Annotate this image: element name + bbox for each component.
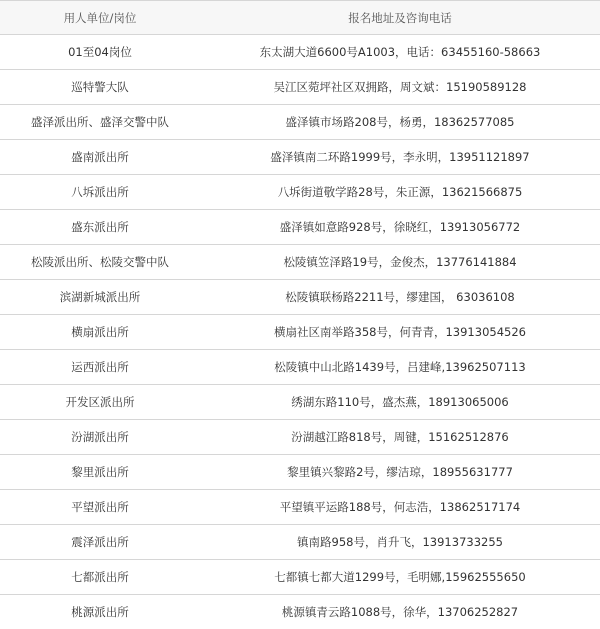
unit-cell: 滨湖新城派出所: [0, 280, 200, 315]
table-row: [0, 560, 600, 595]
unit-cell: 平望派出所: [0, 490, 200, 525]
unit-cell: 巡特警大队: [0, 70, 200, 105]
column-header-unit: 用人单位/岗位: [0, 1, 200, 35]
contact-cell: 八坼街道敬学路28号，朱正源，13621566875: [200, 175, 600, 210]
contact-cell: 绣湖东路110号，盛杰燕，18913065006: [200, 385, 600, 420]
contact-cell: 盛泽镇市场路208号，杨勇，18362577085: [200, 105, 600, 140]
unit-cell: 松陵派出所、松陵交警中队: [0, 245, 200, 280]
table-row: [0, 35, 600, 70]
contact-cell: 盛泽镇南二环路1999号，李永明，13951121897: [200, 140, 600, 175]
table-row: [0, 525, 600, 560]
table-row: [0, 385, 600, 420]
contact-cell: 镇南路958号，肖升飞，13913733255: [200, 525, 600, 560]
unit-cell: 盛南派出所: [0, 140, 200, 175]
contact-cell: 桃源镇青云路1088号，徐华，13706252827: [200, 595, 600, 629]
contact-cell: 汾湖越江路818号，周键，15162512876: [200, 420, 600, 455]
contact-cell: 盛泽镇如意路928号，徐晓红，13913056772: [200, 210, 600, 245]
contact-cell: 黎里镇兴黎路2号，缪洁琼，18955631777: [200, 455, 600, 490]
table-row: [0, 105, 600, 140]
table-header-row: [0, 1, 600, 35]
table-row: [0, 315, 600, 350]
contact-cell: 七都镇七都大道1299号，毛明娜,15962555650: [200, 560, 600, 595]
contact-cell: 平望镇平运路188号，何志浩，13862517174: [200, 490, 600, 525]
table-row: [0, 490, 600, 525]
unit-cell: 开发区派出所: [0, 385, 200, 420]
table-row: [0, 350, 600, 385]
unit-cell: 八坼派出所: [0, 175, 200, 210]
contact-cell: 松陵镇联杨路2211号，缪建国， 63036108: [200, 280, 600, 315]
contact-cell: 横扇社区南举路358号，何青青，13913054526: [200, 315, 600, 350]
table-row: [0, 455, 600, 490]
table-row: [0, 140, 600, 175]
unit-cell: 盛泽派出所、盛泽交警中队: [0, 105, 200, 140]
unit-cell: 桃源派出所: [0, 595, 200, 629]
contact-cell: 松陵镇笠泽路19号，金俊杰，13776141884: [200, 245, 600, 280]
contact-cell: 松陵镇中山北路1439号，吕建峰,13962507113: [200, 350, 600, 385]
unit-cell: 汾湖派出所: [0, 420, 200, 455]
table-row: [0, 175, 600, 210]
contact-cell: 吴江区菀坪社区双拥路，周文斌：15190589128: [200, 70, 600, 105]
column-header-contact: 报名地址及咨询电话: [200, 1, 600, 35]
unit-cell: 黎里派出所: [0, 455, 200, 490]
table-row: [0, 420, 600, 455]
unit-cell: 盛东派出所: [0, 210, 200, 245]
unit-cell: 横扇派出所: [0, 315, 200, 350]
table-row: [0, 70, 600, 105]
unit-cell: 运西派出所: [0, 350, 200, 385]
unit-cell: 01至04岗位: [0, 35, 200, 70]
unit-cell: 震泽派出所: [0, 525, 200, 560]
table-row: [0, 245, 600, 280]
contact-cell: 东太湖大道6600号A1003，电话：63455160-58663: [200, 35, 600, 70]
unit-cell: 七都派出所: [0, 560, 200, 595]
table-row: [0, 280, 600, 315]
table-row: [0, 210, 600, 245]
